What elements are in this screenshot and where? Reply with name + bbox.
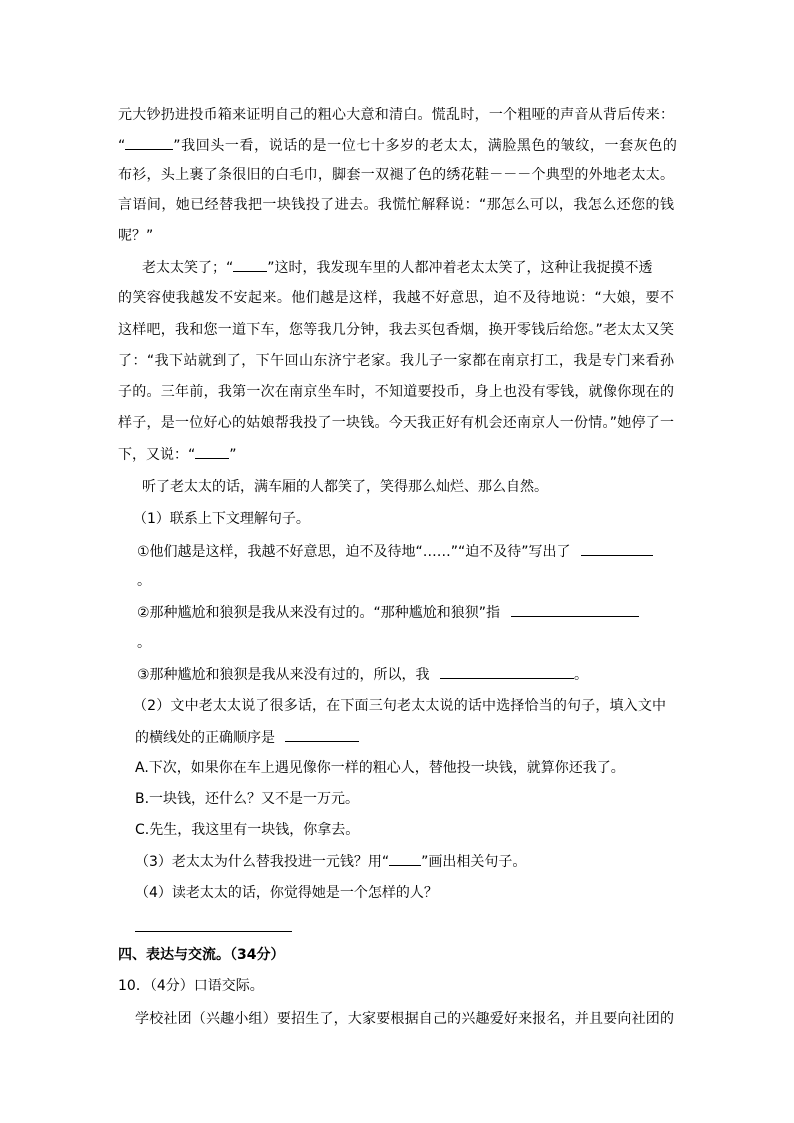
text: 的横线处的正确顺序是 xyxy=(135,730,275,746)
passage-line: 听了老太太的话，满车厢的人都笑了，笑得那么灿烂、那么自然。 xyxy=(142,479,548,495)
section-heading: 四、表达与交流。（34分） xyxy=(118,947,285,963)
passage-line: 呢？” xyxy=(118,228,154,244)
option-b: B.一块钱，还什么？又不是一万元。 xyxy=(135,791,360,807)
answer-blank[interactable] xyxy=(285,727,359,742)
answer-blank[interactable] xyxy=(581,541,653,556)
passage-line: 样子，是一位好心的姑娘帮我投了一块钱。今天我正好有机会还南京人一份情。”她停了一 xyxy=(118,415,674,431)
text: 老太太笑了；“ xyxy=(142,260,234,276)
answer-blank[interactable] xyxy=(195,444,229,459)
text: ②那种尴尬和狼狈是我从来没有过的。“那种尴尬和狼狈”指 xyxy=(137,605,501,621)
question-2-cont xyxy=(135,727,359,747)
passage-line: 的笑容使我越发不安起来。他们越是这样，我越不好意思，迫不及待地说：“大娘，要不 xyxy=(118,290,674,306)
question-1-2 xyxy=(137,602,639,622)
passage-line: 了：“我下站就到了，下午回山东济宁老家。我儿子一家都在南京打工，我是专门来看孙 xyxy=(118,353,674,369)
text: 。 xyxy=(574,667,589,683)
passage-line: 布衫，头上裹了条很旧的白毛巾，脚套一双褪了色的绣花鞋－－－个典型的外地老太太。 xyxy=(118,167,674,183)
text: ” xyxy=(229,447,237,463)
text: ”这时，我发现车里的人都冲着老太太笑了，这种让我捉摸不透 xyxy=(267,260,653,276)
text: ①他们越是这样，我越不好意思，迫不及待地“……”“迫不及待”写出了 xyxy=(137,544,571,560)
passage-line xyxy=(118,135,678,155)
option-a: A.下次，如果你在车上遇见像你一样的粗心人，替他投一块钱，就算你还我了。 xyxy=(135,760,625,776)
answer-line[interactable] xyxy=(135,931,292,932)
passage-line: 言语间，她已经替我把一块钱投了进去。我慌忙解释说：“那怎么可以，我怎么还您的钱 xyxy=(118,197,674,213)
text: （3）老太太为什么替我投进一元钱？用“ xyxy=(135,854,390,870)
text: ”我回头一看，说话的是一位七十多岁的老太太，满脸黑色的皱纹，一套灰色的 xyxy=(173,138,678,154)
text: ③那种尴尬和狼狈是我从来没有过的，所以，我 xyxy=(137,667,430,683)
question-1-3 xyxy=(137,664,588,684)
answer-blank[interactable] xyxy=(125,135,173,150)
text: “ xyxy=(118,138,126,154)
text: 下，又说：“ xyxy=(118,447,196,463)
passage-line: 元大钞扔进投币箱来证明自己的粗心大意和清白。慌乱时，一个粗哑的声音从背后传来： xyxy=(118,107,674,123)
answer-blank[interactable] xyxy=(511,602,639,617)
passage-line xyxy=(118,444,237,464)
answer-blank[interactable] xyxy=(440,664,574,679)
answer-blank[interactable] xyxy=(389,851,421,866)
passage-line: 子的。三年前，我第一次在南京坐车时，不知道要投币，身上也没有零钱，就像你现在的 xyxy=(118,384,674,400)
question-3 xyxy=(135,851,526,871)
question-10: 10．（4分）口语交际。 xyxy=(118,978,264,994)
answer-blank[interactable] xyxy=(233,257,267,272)
question-1-1 xyxy=(137,541,653,561)
passage-line: 这样吧，我和您一道下车，您等我几分钟，我去买包香烟，换开零钱后给您。”老太太又笑 xyxy=(118,322,674,338)
question-2: （2）文中老太太说了很多话，在下面三句老太太说的话中选择恰当的句子，填入文中 xyxy=(133,698,666,714)
option-c: C.先生，我这里有一块钱，你拿去。 xyxy=(135,822,360,838)
punct: 。 xyxy=(137,635,151,651)
passage-line xyxy=(142,257,674,277)
question-4: （4）读老太太的话，你觉得她是一个怎样的人？ xyxy=(135,885,438,901)
punct: 。 xyxy=(137,573,151,589)
question-10-text: 学校社团（兴趣小组）要招生了，大家要根据自己的兴趣爱好来报名，并且要向社团的 xyxy=(135,1011,674,1027)
question-1: （1）联系上下文理解句子。 xyxy=(133,511,310,527)
text: ”画出相关句子。 xyxy=(421,854,527,870)
